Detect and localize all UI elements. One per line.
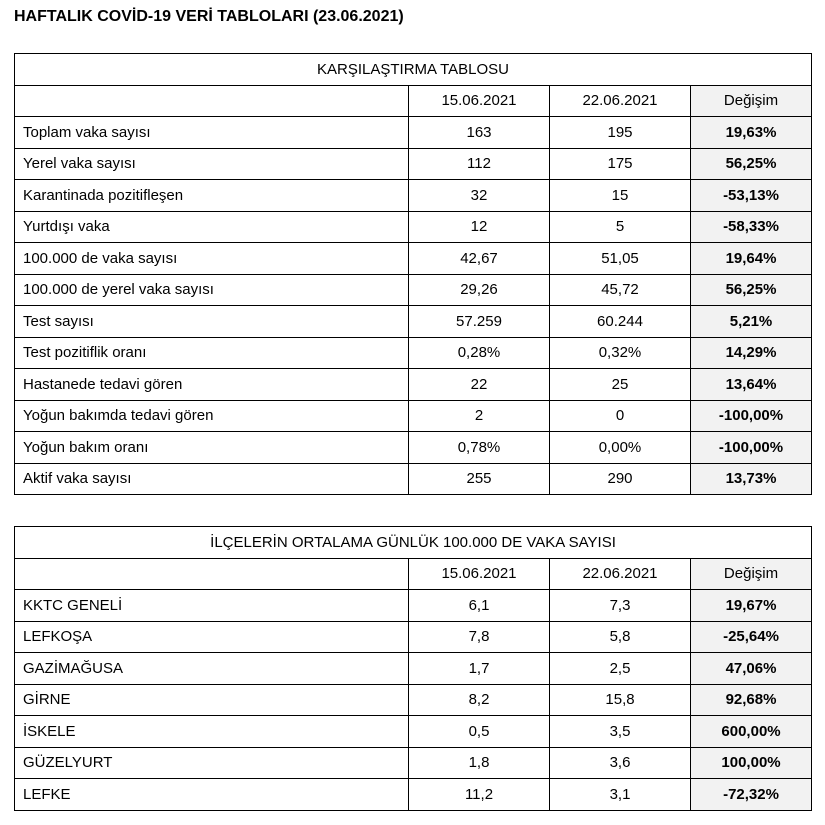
row-value-date-2: 3,6 [550,747,691,779]
header-date-1: 15.06.2021 [409,85,550,117]
row-value-date-2: 5,8 [550,621,691,653]
row-label: Yerel vaka sayısı [15,148,409,180]
header-label-cell [15,85,409,117]
row-value-date-2: 15,8 [550,684,691,716]
header-change: Değişim [691,85,812,117]
row-value-date-2: 0,32% [550,337,691,369]
table-row [15,337,812,369]
row-value-date-1: 163 [409,117,550,149]
page-title: HAFTALIK COVİD-19 VERİ TABLOLARI (23.06.2021) [14,8,404,25]
table-row [15,653,812,685]
table-title-row [15,527,812,559]
comparison-table-body [15,54,812,495]
row-change: -25,64% [691,621,812,653]
row-value-date-1: 32 [409,180,550,212]
row-label: Aktif vaka sayısı [15,463,409,495]
row-value-date-1: 8,2 [409,684,550,716]
row-label: LEFKE [15,779,409,811]
row-value-date-2: 60.244 [550,306,691,338]
table-row [15,716,812,748]
row-value-date-1: 1,8 [409,747,550,779]
row-value-date-2: 5 [550,211,691,243]
row-value-date-2: 15 [550,180,691,212]
row-value-date-1: 57.259 [409,306,550,338]
row-value-date-1: 42,67 [409,243,550,275]
header-label-cell [15,558,409,590]
table-header-row [15,558,812,590]
row-change: 14,29% [691,337,812,369]
district-table [14,526,812,811]
row-change: 56,25% [691,148,812,180]
table-title-row [15,54,812,86]
header-date-1: 15.06.2021 [409,558,550,590]
row-value-date-1: 6,1 [409,590,550,622]
row-change: -58,33% [691,211,812,243]
row-value-date-1: 22 [409,369,550,401]
row-value-date-2: 175 [550,148,691,180]
row-value-date-1: 0,28% [409,337,550,369]
table-row [15,180,812,212]
row-value-date-2: 45,72 [550,274,691,306]
table-row [15,590,812,622]
row-label: 100.000 de vaka sayısı [15,243,409,275]
row-value-date-1: 29,26 [409,274,550,306]
row-value-date-1: 255 [409,463,550,495]
row-label: İSKELE [15,716,409,748]
row-value-date-1: 0,5 [409,716,550,748]
table-row [15,432,812,464]
table-row [15,243,812,275]
table-title: İLÇELERİN ORTALAMA GÜNLÜK 100.000 DE VAKA SAYISI [15,527,812,559]
row-change: 47,06% [691,653,812,685]
row-label: Yurtdışı vaka [15,211,409,243]
row-change: -53,13% [691,180,812,212]
row-change: 92,68% [691,684,812,716]
row-label: GİRNE [15,684,409,716]
district-table-body [15,527,812,811]
row-value-date-1: 112 [409,148,550,180]
row-label: Yoğun bakımda tedavi gören [15,400,409,432]
table-row [15,369,812,401]
row-label: GAZİMAĞUSA [15,653,409,685]
header-date-2: 22.06.2021 [550,558,691,590]
row-value-date-2: 0 [550,400,691,432]
row-label: KKTC GENELİ [15,590,409,622]
row-change: 13,73% [691,463,812,495]
row-value-date-2: 195 [550,117,691,149]
row-change: -100,00% [691,432,812,464]
row-value-date-1: 2 [409,400,550,432]
table-row [15,621,812,653]
table-header-row [15,85,812,117]
row-label: Yoğun bakım oranı [15,432,409,464]
table-row [15,400,812,432]
table-row [15,747,812,779]
row-label: Test pozitiflik oranı [15,337,409,369]
row-change: 600,00% [691,716,812,748]
row-label: Test sayısı [15,306,409,338]
row-value-date-2: 2,5 [550,653,691,685]
row-label: Karantinada pozitifleşen [15,180,409,212]
table-row [15,779,812,811]
header-change: Değişim [691,558,812,590]
row-change: -100,00% [691,400,812,432]
row-value-date-1: 12 [409,211,550,243]
row-label: GÜZELYURT [15,747,409,779]
row-label: Hastanede tedavi gören [15,369,409,401]
row-value-date-1: 7,8 [409,621,550,653]
table-row [15,117,812,149]
table-row [15,684,812,716]
row-value-date-1: 11,2 [409,779,550,811]
row-change: -72,32% [691,779,812,811]
row-label: LEFKOŞA [15,621,409,653]
row-value-date-2: 3,5 [550,716,691,748]
row-change: 13,64% [691,369,812,401]
row-change: 19,67% [691,590,812,622]
row-change: 19,64% [691,243,812,275]
row-label: 100.000 de yerel vaka sayısı [15,274,409,306]
row-value-date-2: 25 [550,369,691,401]
row-value-date-1: 0,78% [409,432,550,464]
row-value-date-2: 3,1 [550,779,691,811]
table-title: KARŞILAŞTIRMA TABLOSU [15,54,812,86]
row-value-date-2: 51,05 [550,243,691,275]
row-change: 5,21% [691,306,812,338]
table-row [15,463,812,495]
comparison-table [14,53,812,495]
row-label: Toplam vaka sayısı [15,117,409,149]
table-row [15,306,812,338]
row-change: 100,00% [691,747,812,779]
row-value-date-2: 290 [550,463,691,495]
table-row [15,274,812,306]
row-value-date-2: 0,00% [550,432,691,464]
row-change: 56,25% [691,274,812,306]
table-row [15,211,812,243]
header-date-2: 22.06.2021 [550,85,691,117]
row-change: 19,63% [691,117,812,149]
row-value-date-1: 1,7 [409,653,550,685]
row-value-date-2: 7,3 [550,590,691,622]
table-row [15,148,812,180]
